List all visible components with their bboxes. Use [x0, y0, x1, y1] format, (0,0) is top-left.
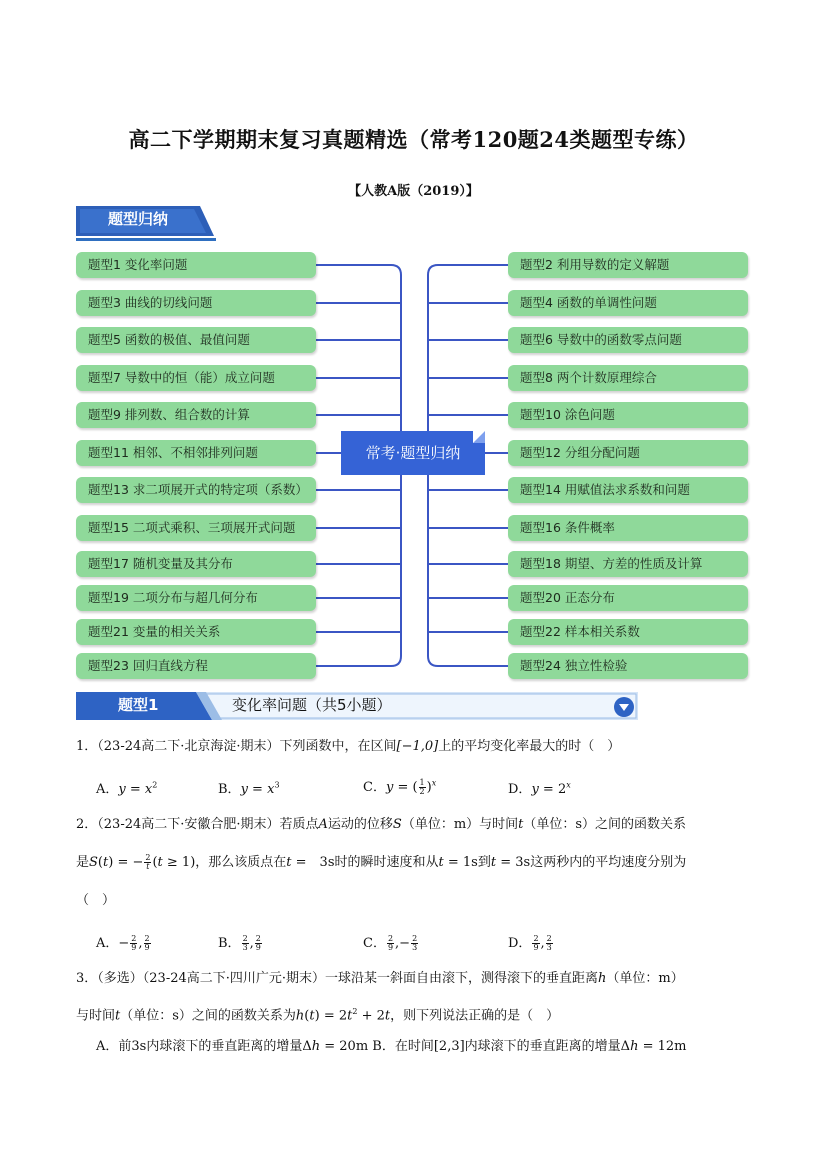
edition-label: 【人教A版（2019）】	[348, 184, 479, 199]
topic-20-item[interactable]: 题型20 正态分布	[508, 585, 748, 611]
question-3-options-line	[96, 1037, 686, 1057]
topic-22-item[interactable]: 题型22 样本相关系数	[508, 619, 748, 645]
collapse-down-icon[interactable]	[614, 697, 634, 717]
topic-2-item[interactable]: 题型2 利用导数的定义解题	[508, 252, 748, 278]
topic-21-item[interactable]: 题型21 变量的相关关系	[76, 619, 316, 645]
topic-6-item[interactable]: 题型6 导数中的函数零点问题	[508, 327, 748, 353]
document-title: 高二下学期期末复习真题精选（常考120题24类题型专练）	[128, 127, 699, 152]
question-3-option-a[interactable]: A．前3s内球滚下的垂直距离的增量Δh = 20m	[96, 1039, 369, 1054]
topic-14-item[interactable]: 题型14 用赋值法求系数和问题	[508, 477, 748, 503]
topic-16-item[interactable]: 题型16 条件概率	[508, 515, 748, 541]
topic-15-item[interactable]: 题型15 二项式乘积、三项展开式问题	[76, 515, 316, 541]
question-1-stem: 1．（23-24高二下·北京海淀·期末）下列函数中，在区间[−1,0]上的平均变化率最大的时（ ）	[76, 739, 621, 754]
mindmap-center-node: 常考·题型归纳	[341, 431, 485, 475]
question-3-stem-line1: 3．（多选）（23-24高二下·四川广元·期末）一球沿某一斜面自由滚下，测得滚下的垂直距离h（单位：m）	[76, 971, 684, 986]
question-1-option-d[interactable]: D．$y = 2^x$	[508, 780, 571, 797]
question-2-option-c[interactable]: C． $\frac{2}{9}$ ,− $\frac{2}{3}$	[363, 934, 418, 952]
question-2-stem-line3: （ ）	[76, 893, 116, 908]
topic-11-item[interactable]: 题型11 相邻、不相邻排列问题	[76, 440, 316, 466]
topic-19-item[interactable]: 题型19 二项分布与超几何分布	[76, 585, 316, 611]
topic-24-item[interactable]: 题型24 独立性检验	[508, 653, 748, 679]
question-2-option-b[interactable]: B． $\frac{2}{3}$ , $\frac{2}{9}$	[218, 934, 261, 952]
question-3-option-b[interactable]: B．在时间[2,3]内球滚下的垂直距离的增量Δh = 12m	[372, 1039, 687, 1054]
topic-3-item[interactable]: 题型3 曲线的切线问题	[76, 290, 316, 316]
question-2-stem-line1: 2．（23-24高二下·安徽合肥·期末）若质点A运动的位移S（单位：m）与时间t（单位：s）之间的函数关系	[76, 817, 687, 832]
topic-12-item[interactable]: 题型12 分组分配问题	[508, 440, 748, 466]
topic-23-item[interactable]: 题型23 回归直线方程	[76, 653, 316, 679]
question-2-stem-line2: 是S(t) = − $\frac{2}{t}$ (t ≥ 1)，那么该质点在t = 3s时的瞬时速度和从t = 1s到t = 3s这两秒内的平均速度分别为	[76, 853, 687, 871]
question-1-option-c[interactable]: C．y = ( $\frac{1}{2}$ )$^x$	[363, 778, 437, 796]
question-2-option-d[interactable]: D． $\frac{2}{9}$ , $\frac{2}{3}$	[508, 934, 552, 952]
topic-17-item[interactable]: 题型17 随机变量及其分布	[76, 551, 316, 577]
question-1-option-a[interactable]: A．$y = x^2$	[96, 780, 158, 797]
topic-8-item[interactable]: 题型8 两个计数原理综合	[508, 365, 748, 391]
topic-5-item[interactable]: 题型5 函数的极值、最值问题	[76, 327, 316, 353]
topic-1-item[interactable]: 题型1 变化率问题	[76, 252, 316, 278]
question-2-option-a[interactable]: A．− $\frac{2}{9}$ , $\frac{2}{9}$	[96, 934, 150, 952]
overview-banner-label: 题型归纳	[108, 210, 169, 228]
topic-13-item[interactable]: 题型13 求二项展开式的特定项（系数）	[76, 477, 316, 503]
question-1-option-b[interactable]: B．$y = x^3$	[218, 780, 280, 797]
topic-4-item[interactable]: 题型4 函数的单调性问题	[508, 290, 748, 316]
topic-18-item[interactable]: 题型18 期望、方差的性质及计算	[508, 551, 748, 577]
topic-9-item[interactable]: 题型9 排列数、组合数的计算	[76, 402, 316, 428]
section-tag: 题型1	[118, 696, 159, 714]
topic-10-item[interactable]: 题型10 涂色问题	[508, 402, 748, 428]
topic-7-item[interactable]: 题型7 导数中的恒（能）成立问题	[76, 365, 316, 391]
question-3-stem-line2: 与时间t（单位：s）之间的函数关系为$h(t) = 2t^2 + 2t$，则下列说法正确的是（ ）	[76, 1007, 560, 1024]
section-title: 变化率问题（共5小题）	[232, 696, 392, 714]
center-node-fold	[473, 431, 485, 443]
